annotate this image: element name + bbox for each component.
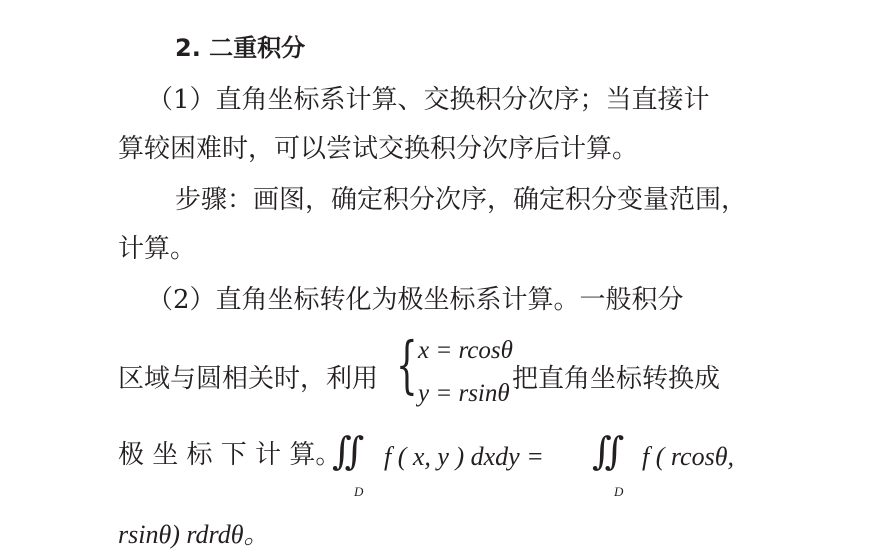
paragraph-1-line-2: 算较困难时，可以尝试交换积分次序后计算。 — [118, 134, 639, 164]
system-x-equation: x = rcosθ — [418, 337, 513, 364]
system-brace: { — [396, 328, 418, 401]
double-integral-sign-left: ∬ — [332, 429, 365, 473]
paragraph-1-line-1: （1）直角坐标系计算、交换积分次序；当直接计 — [147, 85, 710, 115]
paragraph-3-line-3-prefix: 极 坐 标 下 计 算。 — [118, 440, 342, 470]
section-heading: 2. 二重积分 — [175, 34, 306, 62]
integral-region-right: D — [614, 484, 624, 499]
paragraph-3-line-2-suffix: 把直角坐标转换成 — [512, 364, 721, 394]
integral-region-left: D — [354, 484, 364, 499]
paragraph-2-line-2: 计算。 — [118, 234, 197, 264]
paragraph-2-line-1: 步骤：画图，确定积分次序，确定积分变量范围， — [175, 185, 748, 215]
system-y-equation: y = rsinθ — [418, 380, 510, 407]
paragraph-3-line-2-prefix: 区域与圆相关时，利用 — [118, 364, 379, 394]
integral-rhs: f ( rcosθ, — [642, 442, 734, 471]
paragraph-3-line-1: （2）直角坐标转化为极坐标系计算。一般积分 — [147, 285, 684, 315]
double-integral-sign-right: ∬ — [592, 429, 625, 473]
integral-lhs: f ( x, y ) dxdy = — [384, 442, 544, 471]
formula-continuation: rsinθ) rdrdθ。 — [118, 520, 270, 549]
